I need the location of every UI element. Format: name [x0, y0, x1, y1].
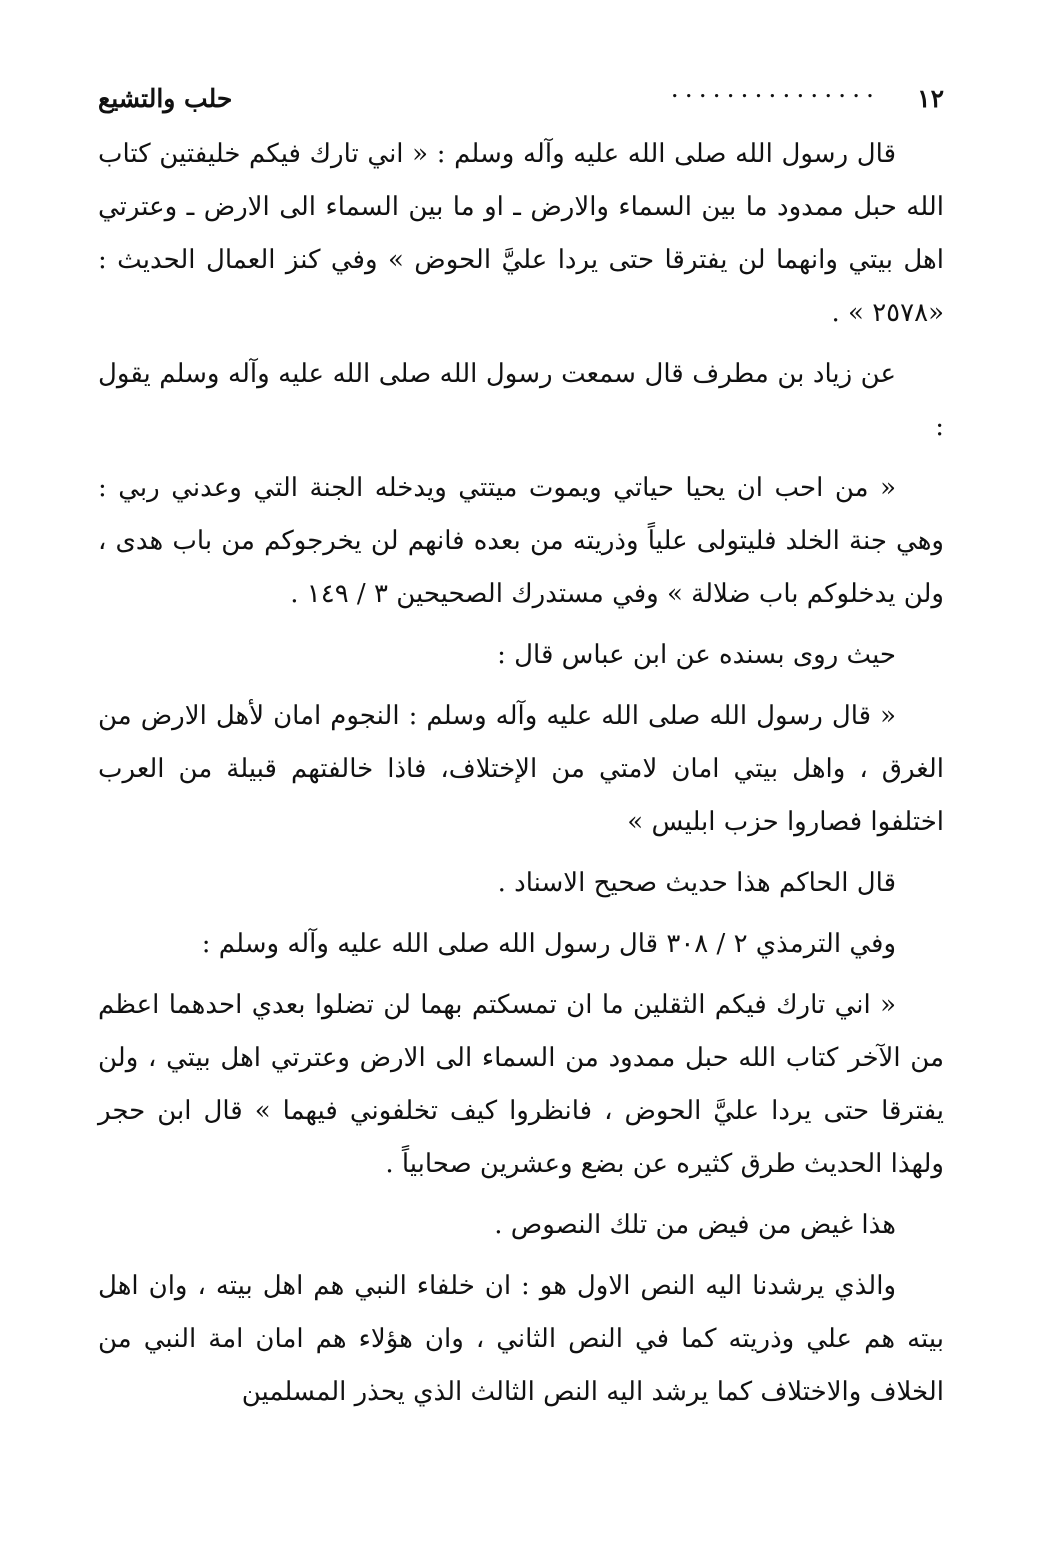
paragraph-5: « قال رسول الله صلى الله عليه وآله وسلم : النجوم امان لأهل الارض من الغرق ، واهل بيتي امان لامتي من الإختلاف، فاذا خالفتهم قبيلة من العرب اختلفوا فصاروا حزب ابليس »: [98, 701, 944, 837]
paragraph-9: هذا غيض من فيض من تلك النصوص .: [494, 1210, 896, 1240]
page-number: ١٢: [917, 84, 944, 113]
paragraph-4: حيث روى بسنده عن ابن عباس قال :: [497, 640, 896, 670]
paragraph-7: وفي الترمذي ٢ / ٣٠٨ قال رسول الله صلى الله عليه وآله وسلم :: [201, 929, 896, 959]
paragraph-10: والذي يرشدنا اليه النص الاول هو : ان خلفاء النبي هم اهل بيته ، وان اهل بيته هم علي وذريته كما في النص الثاني ، وان هؤلاء هم امان امة النبي من الخلاف والاختلاف كما يرشد اليه النص الثالث الذي يحذر المسلمين: [98, 1271, 944, 1407]
paragraph-1: قال رسول الله صلى الله عليه وآله وسلم : « اني تارك فيكم خليفتين كتاب الله حبل ممدود ما بين السماء والارض ـ او ما بين السماء الى الارض ـ وعترتي اهل بيتي وانهما لن يفترقا حتى يردا عليَّ الحوض » وفي كنز العمال الحديث : «٢٥٧٨ » .: [98, 139, 944, 328]
paragraph-6: قال الحاكم هذا حديث صحيح الاسناد .: [497, 868, 896, 898]
paragraph-2: عن زياد بن مطرف قال سمعت رسول الله صلى الله عليه وآله وسلم يقول :: [98, 359, 944, 442]
header-leader-dots: ...............: [670, 74, 880, 103]
running-title: حلب والتشيع: [98, 84, 233, 113]
book-page: [98, 74, 944, 1419]
paragraph-8: « اني تارك فيكم الثقلين ما ان تمسكتم بهما لن تضلوا بعدي احدهما اعظم من الآخر كتاب الله حبل ممدود من السماء الى الارض وعترتي اهل بيتي ، ولن يفترقا حتى يردا عليَّ الحوض ، فانظروا كيف تخلفوني فيهما » قال ابن حجر ولهذا الحديث طرق كثيره عن بضع وعشرين صحابياً .: [98, 990, 944, 1179]
paragraph-3: « من احب ان يحيا حياتي ويموت ميتتي ويدخله الجنة التي وعدني ربي : وهي جنة الخلد فليتولى علياً وذريته من بعده فانهم لن يخرجوكم من باب هدى ، ولن يدخلوكم باب ضلالة » وفي مستدرك الصحيحين ٣ / ١٤٩ .: [98, 473, 944, 609]
page-header: [98, 74, 944, 128]
